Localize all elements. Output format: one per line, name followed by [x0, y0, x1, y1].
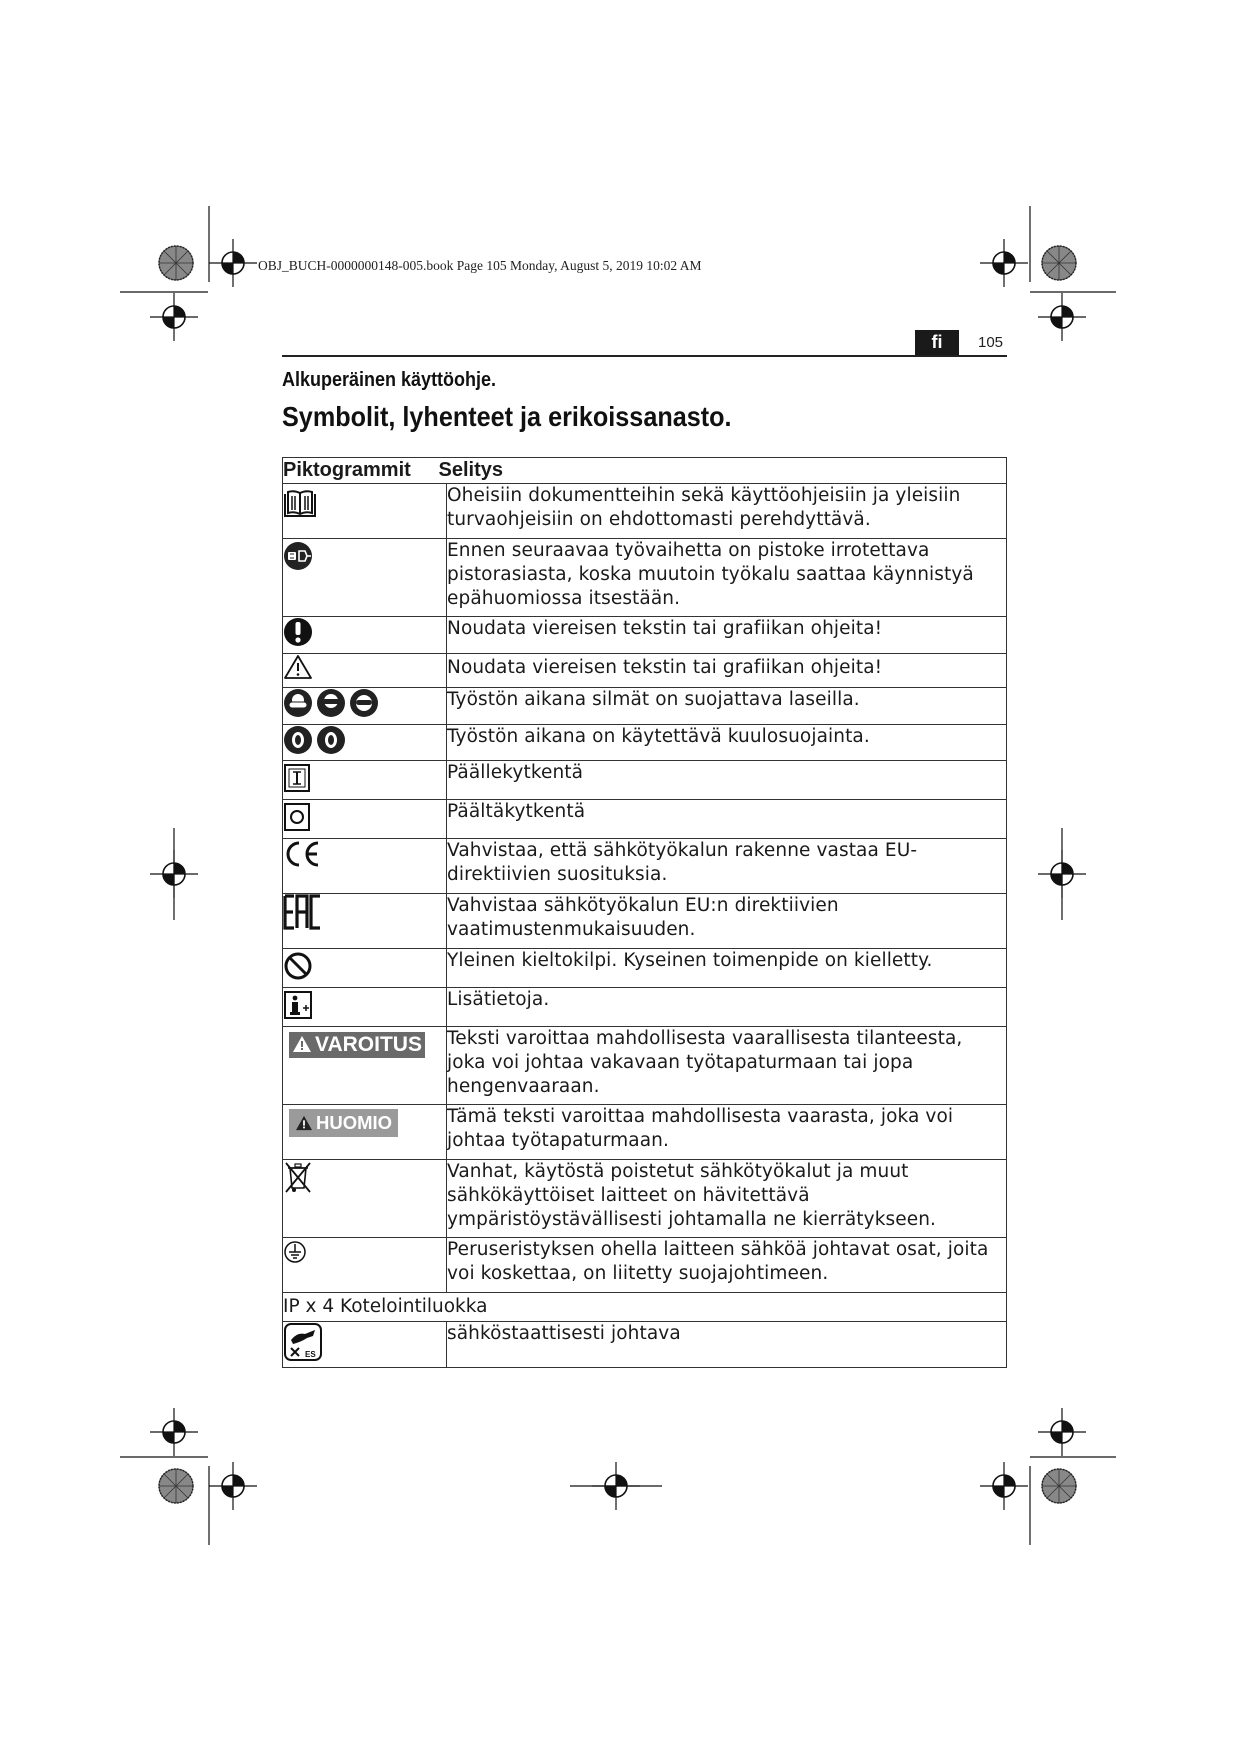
column-header-pictograms: Piktogrammit	[283, 458, 447, 484]
table-row	[283, 1160, 1007, 1238]
table-row	[283, 1238, 1007, 1293]
table-row	[283, 539, 1007, 617]
table-row	[283, 617, 1007, 654]
unplug-icon	[283, 541, 313, 571]
huomio-badge: HUOMIO	[289, 1109, 398, 1137]
manual-book-icon	[283, 490, 317, 520]
row-text: Vahvistaa, että sähkötyökalun rakenne vastaa EU-direktiivien suosituksia.	[447, 839, 1007, 894]
warning-triangle-icon	[292, 1035, 312, 1053]
page-title: Symbolit, lyhenteet ja erikoissanasto.	[282, 401, 732, 432]
ce-mark-icon	[283, 839, 323, 869]
column-header-explanation: Selitys	[447, 458, 1007, 484]
page-number: 105	[978, 334, 1004, 351]
row-text: Lisätietoja.	[447, 988, 1007, 1027]
ip-code: IP x 4	[283, 1296, 335, 1317]
row-text: Noudata viereisen tekstin tai grafiikan ohjeita!	[447, 617, 1007, 654]
row-text: Vahvistaa sähkötyökalun EU:n direktiivien vaatimustenmukaisuuden.	[447, 894, 1007, 949]
esd-hand-icon	[283, 1322, 323, 1362]
info-icon	[283, 990, 313, 1020]
ip-description: Kotelointiluokka	[339, 1296, 488, 1317]
print-info: OBJ_BUCH-0000000148-005.book Page 105 Monday, August 5, 2019 10:02 AM	[258, 258, 702, 273]
row-text: Teksti varoittaa mahdollisesta vaarallisesta tilanteesta, joka voi johtaa vakavaan työtapaturmaan tai jopa hengenvaaraan.	[447, 1027, 1007, 1105]
header-rule	[282, 355, 1007, 357]
table-row	[283, 1105, 1007, 1160]
power-off-switch-icon	[283, 802, 311, 832]
power-on-switch-icon	[283, 763, 311, 793]
protective-earth-icon	[283, 1240, 307, 1264]
ip-row	[283, 1293, 1007, 1322]
ear-protection-icons	[283, 725, 349, 755]
weee-bin-icon	[283, 1160, 313, 1194]
warning-triangle-icon	[295, 1115, 313, 1131]
svg-text:ES: ES	[305, 1350, 316, 1359]
table-row	[283, 800, 1007, 839]
row-text: Työstön aikana silmät on suojattava laseilla.	[447, 688, 1007, 725]
varoitus-badge: VAROITUS	[289, 1032, 425, 1058]
row-text: Yleinen kieltokilpi. Kyseinen toimenpide on kielletty.	[447, 949, 1007, 988]
table-row	[283, 949, 1007, 988]
row-text: Vanhat, käytöstä poistetut sähkötyökalut ja muut sähkökäyttöiset laitteet on hävitettävä ympäristöystävällisesti johtamalla ne kierrätykseen.	[447, 1160, 1007, 1238]
exclamation-circle-icon	[283, 617, 313, 647]
table-row	[283, 725, 1007, 761]
language-badge: fi	[915, 330, 959, 355]
prohibited-icon	[283, 951, 313, 981]
row-text: Työstön aikana on käytettävä kuulosuojainta.	[447, 725, 1007, 761]
table-row	[283, 761, 1007, 800]
table-row	[283, 1027, 1007, 1105]
row-text: Peruseristyksen ohella laitteen sähköä johtavat osat, joita voi koskettaa, on liitetty suojajohtimeen.	[447, 1238, 1007, 1293]
row-text: Noudata viereisen tekstin tai grafiikan ohjeita!	[447, 654, 1007, 688]
table-row	[283, 484, 1007, 539]
table-row	[283, 654, 1007, 688]
table-row	[283, 688, 1007, 725]
symbols-table	[282, 457, 1007, 1368]
warning-triangle-icon	[283, 654, 313, 680]
row-text: Päältäkytkentä	[447, 800, 1007, 839]
table-header-row	[283, 458, 1007, 484]
row-text: Päällekytkentä	[447, 761, 1007, 800]
table-row	[283, 894, 1007, 949]
row-text: Oheisiin dokumentteihin sekä käyttöohjeisiin ja yleisiin turvaohjeisiin on ehdottomasti perehdyttävä.	[447, 484, 1007, 539]
table-row	[283, 988, 1007, 1027]
eye-protection-icons	[283, 688, 383, 718]
eac-mark-icon	[283, 894, 323, 930]
row-text: sähköstaattisesti johtava	[447, 1322, 1007, 1368]
document-subtitle: Alkuperäinen käyttöohje.	[282, 369, 497, 391]
row-text: Ennen seuraavaa työvaihetta on pistoke irrotettava pistorasiasta, koska muutoin työkalu saattaa käynnistyä epähuomiossa itsestään.	[447, 539, 1007, 617]
table-row	[283, 1322, 1007, 1368]
row-text: Tämä teksti varoittaa mahdollisesta vaarasta, joka voi johtaa työtapaturmaan.	[447, 1105, 1007, 1160]
table-row	[283, 839, 1007, 894]
